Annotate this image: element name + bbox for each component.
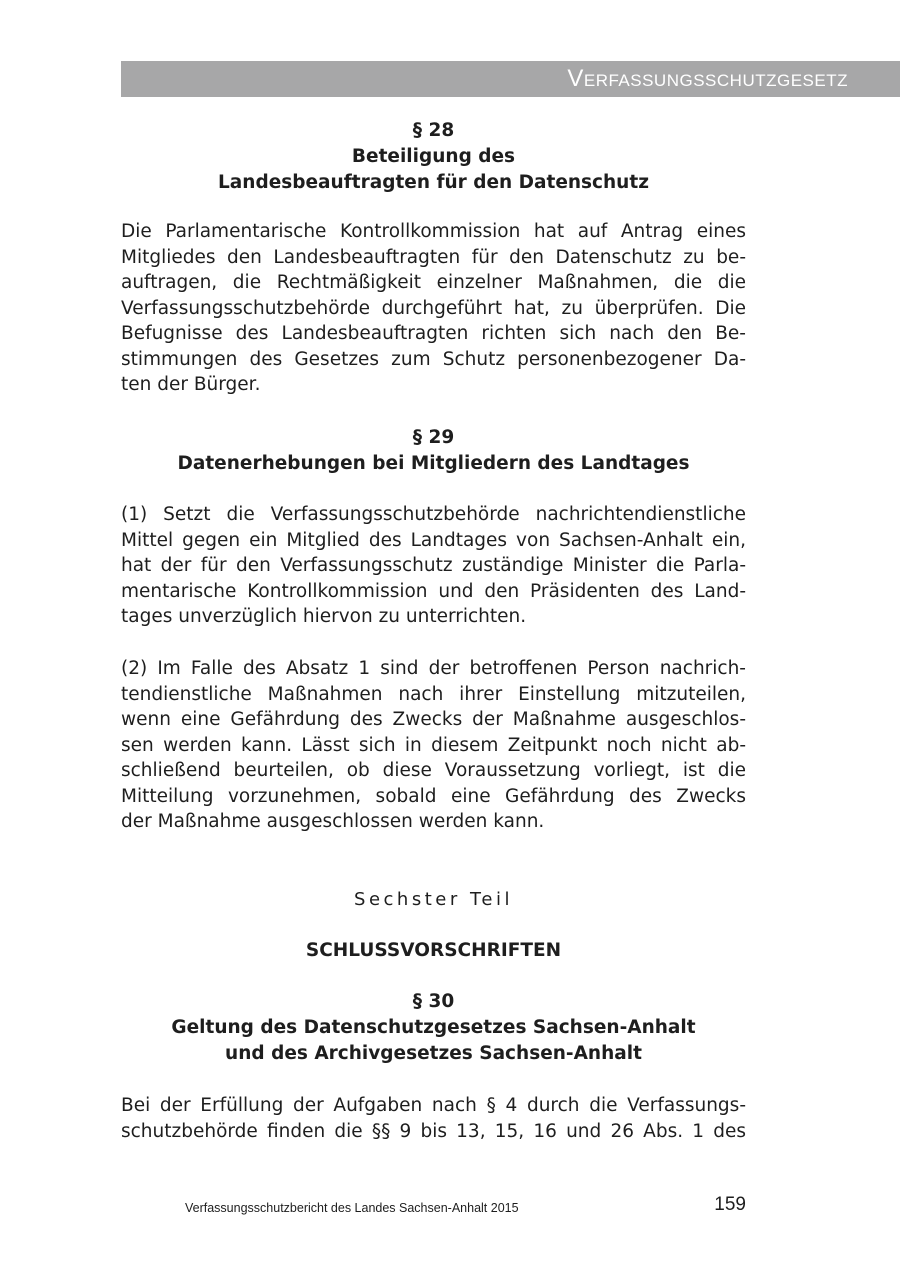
paragraph-line: schließend beurteilen, ob diese Voraussetzung vorliegt, ist die (121, 760, 746, 781)
paragraph-line: Verfassungsschutzbehörde durchgeführt hat, zu überprüfen. Die (121, 297, 746, 319)
paragraph-line: Mitgliedes den Landesbeauftragten für den Datenschutz zu be- (121, 246, 746, 268)
section-title-line: Geltung des Datenschutzgesetzes Sachsen-Anhalt (171, 1017, 696, 1038)
paragraph-line: mentarische Kontrollkommission und den Präsidenten des Land- (121, 580, 746, 602)
section-28-heading (121, 118, 746, 196)
section-number: § 28 (412, 120, 455, 141)
running-header-title: Verfassungsschutzgesetz (567, 65, 848, 92)
paragraph-line: ten der Bürger. (121, 374, 261, 395)
paragraph-line: auftragen, die Rechtmäßigkeit einzelner Maßnahmen, die die (121, 272, 746, 293)
section-title-line: und des Archivgesetzes Sachsen-Anhalt (225, 1043, 642, 1064)
section-29-paragraph-1 (121, 502, 746, 630)
footer-publication-title: Verfassungsschutzbericht des Landes Sachsen-Anhalt 2015 (185, 1201, 519, 1215)
section-29-heading (121, 425, 746, 477)
section-30-heading (121, 989, 746, 1067)
paragraph-line: tages unverzüglich hiervon zu unterrichten. (121, 606, 527, 627)
section-title-line: Beteiligung des (351, 146, 516, 167)
paragraph-line: tendienstliche Maßnahmen nach ihrer Einstellung mitzuteilen, (121, 683, 746, 705)
paragraph-line: (2) Im Falle des Absatz 1 sind der betroffenen Person nachrich- (121, 658, 746, 679)
part-title: SCHLUSSVORSCHRIFTEN (305, 940, 562, 961)
part-label: Sechster Teil (354, 889, 513, 910)
section-number: § 29 (412, 427, 455, 448)
paragraph-line: (1) Setzt die Verfassungsschutzbehörde nachrichtendienstliche (121, 504, 746, 525)
part-title-block (121, 938, 746, 964)
paragraph-line: sen werden kann. Lässt sich in diesem Zeitpunkt noch nicht ab- (121, 734, 746, 756)
header-band (121, 61, 900, 97)
paragraph-line: stimmungen des Gesetzes zum Schutz personenbezogener Da- (121, 348, 746, 370)
paragraph-line: Bei der Erfüllung der Aufgaben nach § 4 durch die Verfassungs- (121, 1095, 746, 1116)
paragraph-line: Befugnisse des Landesbeauftragten richten sich nach den Be- (121, 323, 746, 344)
paragraph-line: schutzbehörde finden die §§ 9 bis 13, 15, 16 und 26 Abs. 1 des (121, 1120, 746, 1142)
section-number: § 30 (412, 991, 455, 1012)
paragraph-line: Mitteilung vorzunehmen, sobald eine Gefährdung des Zwecks (121, 785, 746, 807)
section-30-body (121, 1093, 746, 1144)
paragraph-line: Die Parlamentarische Kontrollkommission hat auf Antrag eines (121, 221, 746, 242)
page-number: 159 (714, 1194, 746, 1215)
section-title-line: Datenerhebungen bei Mitgliedern des Landtages (177, 453, 690, 474)
paragraph-line: Mittel gegen ein Mitglied des Landtages von Sachsen-Anhalt ein, (121, 529, 746, 551)
section-28-body (121, 219, 746, 398)
paragraph-line: wenn eine Gefährdung des Zwecks der Maßnahme ausgeschlos- (121, 709, 746, 730)
section-29-paragraph-2 (121, 656, 746, 835)
paragraph-line: der Maßnahme ausgeschlossen werden kann. (121, 811, 545, 832)
paragraph-line: hat der für den Verfassungsschutz zuständige Minister die Parla- (121, 555, 746, 576)
section-title-line: Landesbeauftragten für den Datenschutz (218, 172, 649, 193)
